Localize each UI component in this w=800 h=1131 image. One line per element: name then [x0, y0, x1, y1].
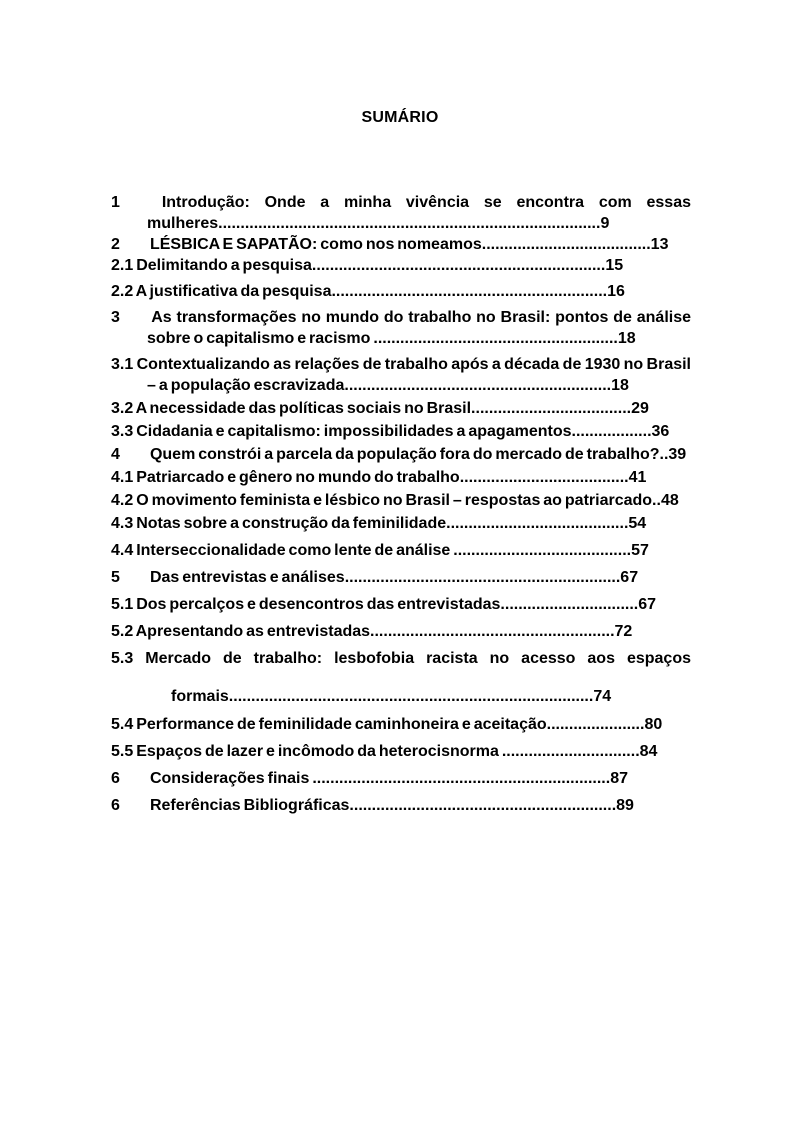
dot-leader: ..................	[571, 423, 652, 440]
entry-number: 1	[111, 194, 120, 211]
toc-entry	[111, 540, 691, 561]
entry-number: 5	[111, 569, 120, 586]
dot-leader: ..............................................................	[331, 283, 608, 300]
page-title: SUMÁRIO	[361, 109, 439, 126]
dot-leader: ..................................................................................	[228, 688, 594, 705]
entry-number: 5.5	[111, 743, 134, 760]
entry-number: 5.2	[111, 623, 134, 640]
toc-entry	[111, 714, 691, 735]
entry-title: Delimitando a pesquisa	[136, 257, 312, 274]
page-number: 67	[620, 569, 639, 586]
toc-entry	[111, 768, 691, 789]
toc-entry	[111, 795, 691, 816]
entry-number: 2	[111, 236, 120, 253]
dot-leader: ......................................................................................	[218, 215, 601, 232]
entry-title: Contextualizando as relações de trabalho após a década de 1930 no Brasil – a população escravizada	[136, 356, 691, 394]
page-number: 89	[616, 797, 634, 814]
entry-number: 4	[111, 446, 120, 463]
entry-number: 4.3	[111, 515, 134, 532]
toc-entry	[111, 467, 691, 488]
toc-entry	[111, 594, 691, 615]
toc-entry	[111, 307, 691, 349]
page-number: 36	[651, 423, 670, 440]
toc-entry	[111, 234, 691, 255]
toc-entry	[111, 398, 691, 419]
dot-leader: .........................................	[446, 515, 629, 532]
entry-title: Quem constrói a parcela da população fora do mercado de trabalho?	[149, 446, 660, 463]
dot-leader: .......................................................	[370, 623, 615, 640]
page-number: 84	[639, 743, 658, 760]
entry-title: Notas sobre a construção da feminilidade	[136, 515, 447, 532]
entry-title: A justificativa da pesquisa	[135, 283, 332, 300]
entry-number: 2.1	[111, 257, 134, 274]
toc-entry	[111, 281, 691, 302]
toc-entry	[111, 621, 691, 642]
dot-leader: ...............................	[501, 743, 640, 760]
entry-number: 6	[111, 797, 120, 814]
entry-number: 4.2	[111, 492, 134, 509]
entry-number: 4.4	[111, 542, 134, 559]
entry-title: Das entrevistas e análises	[149, 569, 345, 586]
entry-title: A necessidade das políticas sociais no Brasil	[135, 400, 472, 417]
toc-entry	[111, 567, 691, 588]
page-number: 18	[611, 377, 629, 394]
entry-title: Espaços de lazer e incômodo da heterocisnorma	[136, 743, 502, 760]
entry-number: 5.3	[111, 650, 134, 667]
toc-entry	[111, 490, 691, 511]
entry-title: Considerações finais	[149, 770, 313, 787]
page-number: 57	[631, 542, 649, 559]
page-number: 39	[668, 446, 687, 463]
toc-entry	[111, 255, 691, 276]
page-number: 80	[644, 716, 663, 733]
entry-title: Patriarcado e gênero no mundo do trabalho	[136, 469, 460, 486]
entry-number: 3.1	[111, 356, 134, 373]
entry-title: Performance de feminilidade caminhoneira e aceitação	[136, 716, 547, 733]
dot-leader: ....................................	[471, 400, 632, 417]
entry-title: Introdução: Onde a minha vivência se encontra com essas mulheres	[147, 194, 692, 232]
page-number: 72	[614, 623, 633, 640]
page-number: 15	[605, 257, 624, 274]
toc-entry	[111, 444, 691, 465]
dot-leader: ......................	[546, 716, 645, 733]
entry-number: 3.3	[111, 423, 134, 440]
entry-number: 2.2	[111, 283, 134, 300]
dot-leader: .......................................................	[373, 330, 618, 347]
toc-entry	[111, 741, 691, 762]
entry-number: 3.2	[111, 400, 134, 417]
page-number: 67	[638, 596, 657, 613]
entry-number: 5.1	[111, 596, 134, 613]
page-number: 16	[607, 283, 625, 300]
dot-leader: ......................................	[459, 469, 629, 486]
dot-leader: ..................................................................	[311, 257, 606, 274]
dot-leader: ............................................................	[344, 377, 612, 394]
page-number: 9	[600, 215, 610, 232]
entry-title: Referências Bibliográficas	[149, 797, 350, 814]
entry-number: 6	[111, 770, 120, 787]
page-number: 13	[650, 236, 669, 253]
entry-title: LÉSBICA E SAPATÃO: como nos nomeamos	[149, 236, 482, 253]
entry-number: 4.1	[111, 469, 134, 486]
page-number: 48	[660, 492, 679, 509]
toc-entry	[111, 354, 691, 396]
dot-leader: ......................................	[481, 236, 651, 253]
toc-entry	[111, 192, 691, 234]
entry-number: 5.4	[111, 716, 134, 733]
page-number: 74	[593, 688, 612, 705]
dot-leader: ...............................	[500, 596, 639, 613]
toc-list	[111, 192, 691, 816]
entry-title: Mercado de trabalho: lesbofobia racista no acesso aos espaços formais	[145, 650, 691, 705]
entry-title: Cidadania e capitalismo: impossibilidades a apagamentos	[136, 423, 572, 440]
entry-title: O movimento feminista e lésbico no Brasil – respostas ao patriarcado	[136, 492, 653, 509]
toc-entry	[111, 640, 691, 716]
page-number: 54	[628, 515, 647, 532]
dot-leader: ..	[652, 492, 661, 509]
dot-leader: ........................................	[453, 542, 632, 559]
toc-entry	[111, 421, 691, 442]
entry-number: 3	[111, 309, 120, 326]
page-number: 18	[617, 330, 636, 347]
toc-entry	[111, 513, 691, 534]
page-number: 87	[610, 770, 628, 787]
entry-title: Apresentando as entrevistadas	[135, 623, 371, 640]
page-number: 29	[631, 400, 649, 417]
page-number: 41	[628, 469, 647, 486]
entry-title: As transformações no mundo do trabalho no Brasil: pontos de análise sobre o capitalismo e racismo	[147, 309, 692, 347]
entry-title: Dos percalços e desencontros das entrevistadas	[136, 596, 501, 613]
dot-leader: ..	[659, 446, 669, 463]
dot-leader: ............................................................	[349, 797, 617, 814]
dot-leader: ..............................................................	[344, 569, 621, 586]
entry-title: Interseccionalidade como lente de análise	[136, 542, 454, 559]
dot-leader: ...................................................................	[312, 770, 611, 787]
